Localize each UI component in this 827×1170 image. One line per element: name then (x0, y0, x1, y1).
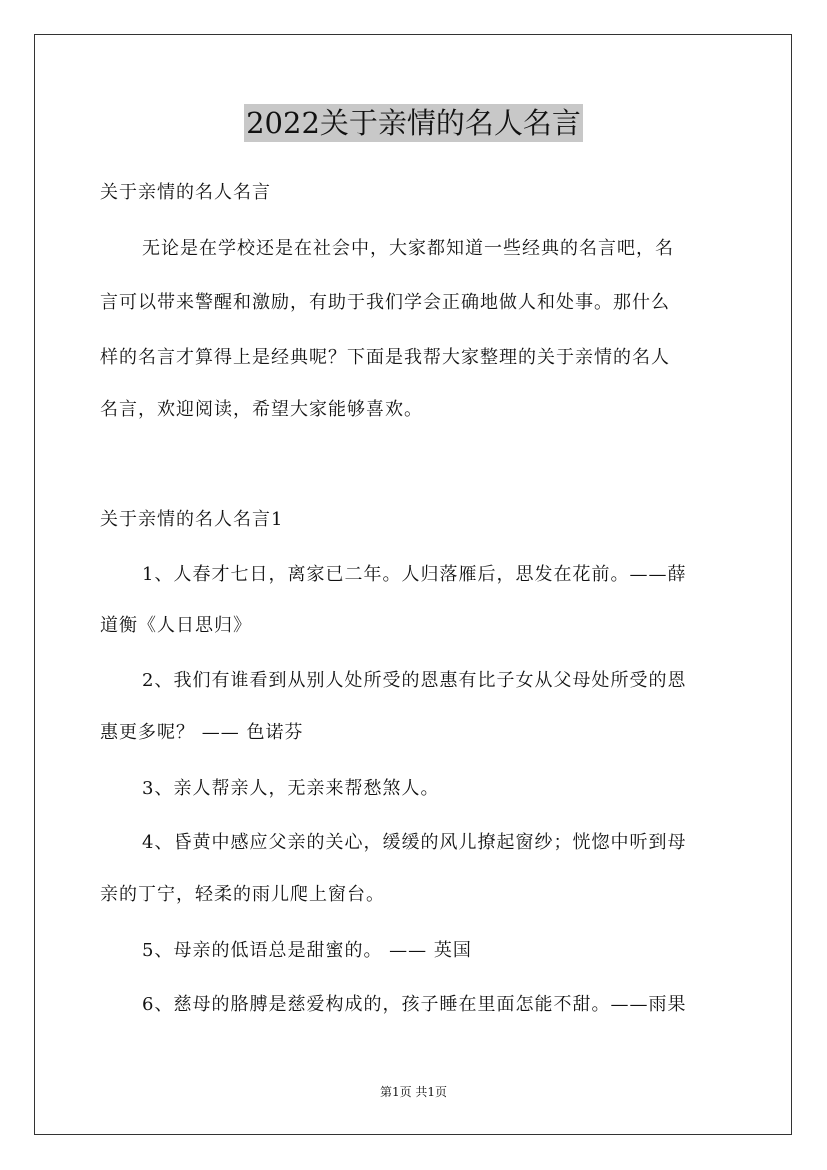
document-title-text: 2022关于亲情的名人名言 (246, 106, 581, 140)
quote-line: 道衡《人日思归》 (100, 615, 252, 636)
quote-line: 1、人春才七日，离家已二年。人归落雁后，思发在花前。——薛 (142, 564, 687, 585)
paragraph-line: 样的名言才算得上是经典呢？下面是我帮大家整理的关于亲情的名人 (100, 347, 670, 368)
quote-line: 3、亲人帮亲人，无亲来帮愁煞人。 (142, 778, 440, 799)
quote-line: 5、母亲的低语总是甜蜜的。 —— 英国 (142, 940, 472, 961)
quote-line: 亲的丁宁，轻柔的雨儿爬上窗台。 (100, 884, 385, 905)
document-title (0, 104, 827, 142)
paragraph-line: 无论是在学校还是在社会中，大家都知道一些经典的名言吧，名 (142, 238, 674, 259)
page-footer: 第1页 共1页 (379, 1085, 448, 1099)
section-heading: 关于亲情的名人名言 (100, 182, 271, 203)
quote-line: 惠更多呢？ —— 色诺芬 (100, 722, 304, 743)
paragraph-line: 言可以带来警醒和激励，有助于我们学会正确地做人和处事。那什么 (100, 292, 670, 313)
quote-line: 6、慈母的胳膊是慈爱构成的，孩子睡在里面怎能不甜。——雨果 (142, 994, 687, 1015)
section-heading: 关于亲情的名人名言1 (100, 509, 284, 530)
quote-line: 2、我们有谁看到从别人处所受的恩惠有比子女从父母处所受的恩 (142, 670, 687, 691)
paragraph-line: 名言，欢迎阅读，希望大家能够喜欢。 (100, 399, 423, 420)
quote-line: 4、昏黄中感应父亲的关心，缓缓的风儿撩起窗纱；恍惚中听到母 (142, 832, 687, 853)
